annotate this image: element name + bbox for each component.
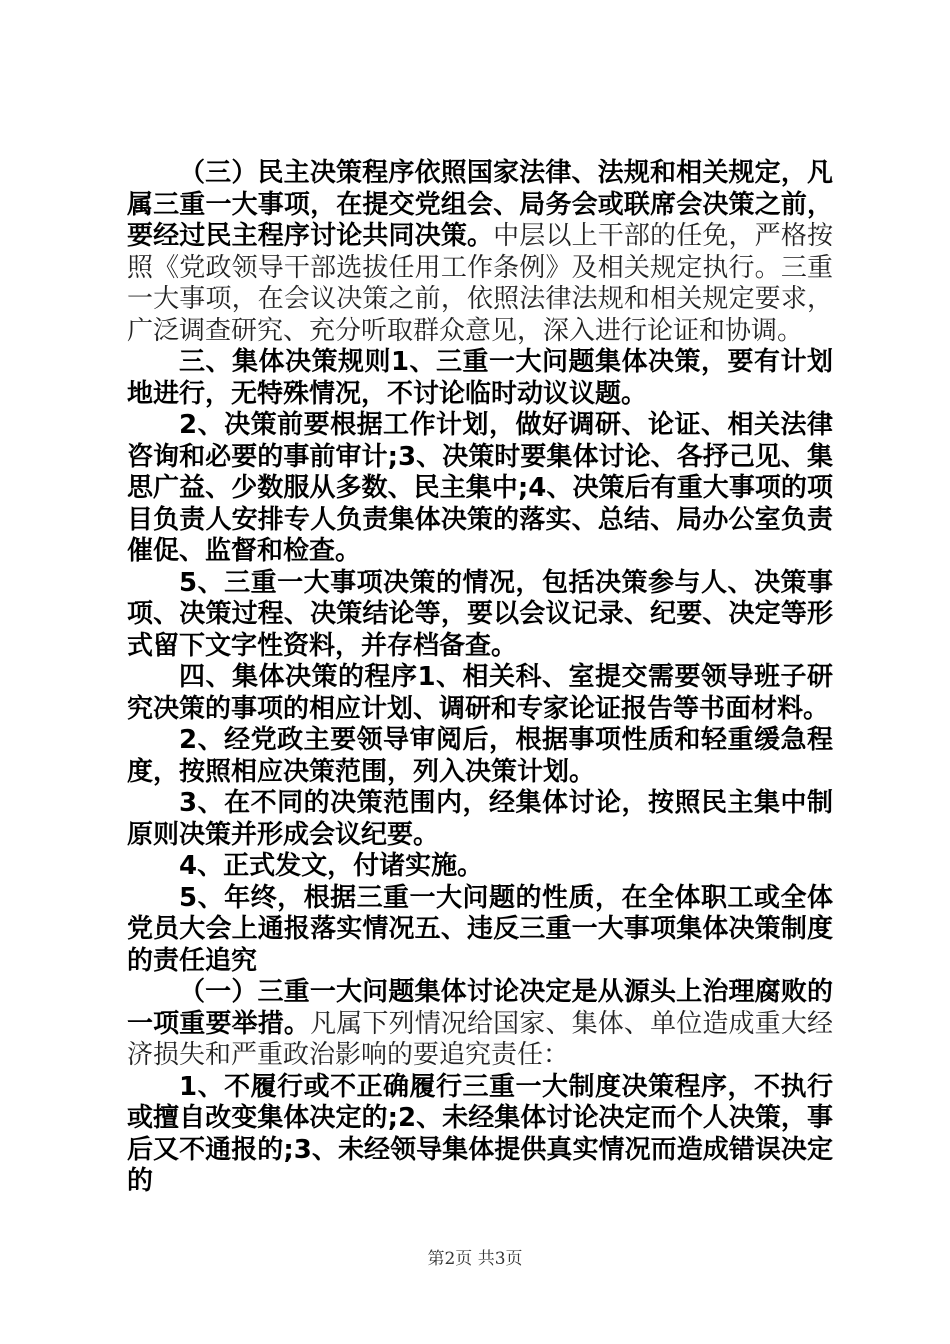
paragraph-3 — [127, 410, 833, 568]
paragraph-4 — [127, 568, 833, 663]
paragraph-10 — [127, 977, 833, 1072]
document-body — [127, 158, 833, 1198]
paragraph-11 — [127, 1072, 833, 1198]
paragraph-3-text: 2、决策前要根据工作计划，做好调研、论证、相关法律咨询和必要的事前审计;3、决策时要集体讨论、各抒己见、集思广益、少数服从多数、民主集中;4、决策后有重大事项的项目负责人安排专人负责集体决策的落实、总结、局办公室负责催促、监督和检查。 — [127, 410, 833, 566]
paragraph-2 — [127, 347, 833, 410]
paragraph-10-light: 凡属下列情况给国家、集体、单位造成重大经济损失和严重政治影响的要追究责任： — [127, 1008, 833, 1070]
paragraph-7 — [127, 788, 833, 851]
paragraph-7-text: 3、在不同的决策范围内，经集体讨论，按照民主集中制原则决策并形成会议纪要。 — [127, 788, 833, 850]
paragraph-4-text: 5、三重一大事项决策的情况，包括决策参与人、决策事项、决策过程、决策结论等，要以会议记录、纪要、决定等形式留下文字性资料，并存档备查。 — [127, 567, 833, 661]
paragraph-8 — [127, 851, 833, 883]
paragraph-2-text: 三、集体决策规则1、三重一大问题集体决策，要有计划地进行，无特殊情况，不讨论临时动议议题。 — [127, 347, 833, 409]
paragraph-8-text: 4、正式发文，付诸实施。 — [179, 851, 484, 881]
paragraph-9-text: 5、年终，根据三重一大问题的性质，在全体职工或全体党员大会上通报落实情况五、违反三重一大事项集体决策制度的责任追究 — [127, 882, 833, 976]
paragraph-5 — [127, 662, 833, 725]
paragraph-1-light: 中层以上干部的任免，严格按照《党政领导干部选拔任用工作条例》及相关规定执行。三重一大事项，在会议决策之前，依照法律法规和相关规定要求，广泛调查研究、充分听取群众意见，深入进行论证和协调。 — [127, 221, 833, 346]
paragraph-1-bold: （三）民主决策程序依照国家法律、法规和相关规定，凡属三重一大事项，在提交党组会、局务会或联席会决策之前，要经过民主程序讨论共同决策。 — [127, 158, 833, 251]
paragraph-9 — [127, 883, 833, 978]
paragraph-10-bold: （一）三重一大问题集体讨论决定是从源头上治理腐败的一项重要举措。 — [127, 977, 833, 1039]
paragraph-11-text: 1、不履行或不正确履行三重一大制度决策程序，不执行或擅自改变集体决定的;2、未经集体讨论决定而个人决策，事后又不通报的;3、未经领导集体提供真实情况而造成错误决定的 — [127, 1071, 833, 1196]
page-number-footer: 第2页 共3页 — [427, 1249, 523, 1269]
paragraph-1 — [127, 158, 833, 347]
paragraph-5-text: 四、集体决策的程序1、相关科、室提交需要领导班子研究决策的事项的相应计划、调研和专家论证报告等书面材料。 — [127, 662, 833, 724]
paragraph-6 — [127, 725, 833, 788]
paragraph-6-text: 2、经党政主要领导审阅后，根据事项性质和轻重缓急程度，按照相应决策范围，列入决策计划。 — [127, 725, 833, 787]
